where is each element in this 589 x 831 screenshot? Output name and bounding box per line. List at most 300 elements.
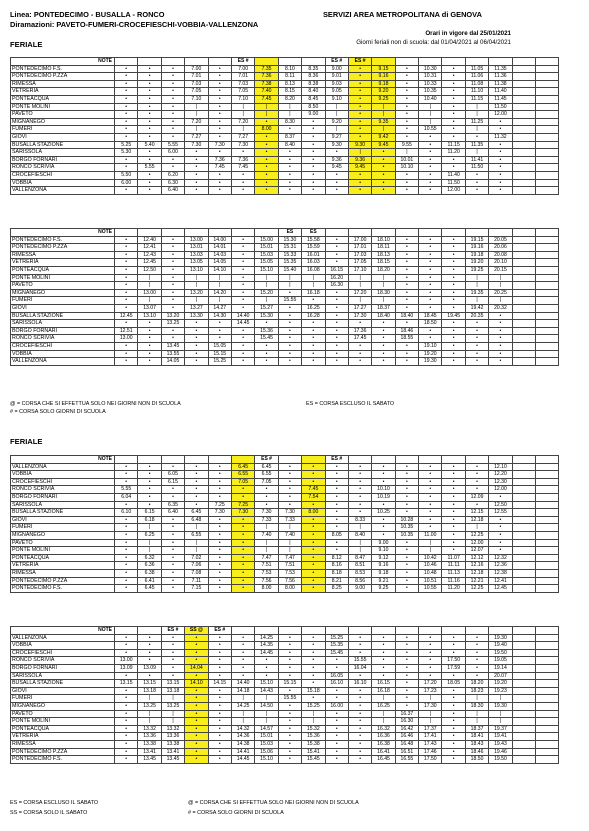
time-cell: 8.50	[302, 103, 325, 111]
time-cell: •	[372, 516, 395, 524]
time-cell: •	[395, 266, 418, 274]
time-cell: •	[208, 80, 231, 88]
time-cell: •	[395, 171, 418, 179]
station-name: VALLENZONA	[11, 634, 115, 642]
time-cell: •	[278, 486, 301, 494]
time-cell: •	[161, 577, 184, 585]
time-cell: 16.45	[372, 756, 395, 764]
time-cell	[536, 73, 559, 81]
time-cell: 7.47	[278, 554, 301, 562]
note-cell	[115, 58, 138, 66]
time-cell: •	[185, 649, 208, 657]
time-cell: •	[348, 342, 371, 350]
time-cell: •	[231, 236, 254, 244]
time-cell: •	[161, 657, 184, 665]
time-cell: 9.10	[325, 95, 348, 103]
time-cell: |	[255, 282, 278, 290]
time-cell: •	[231, 516, 254, 524]
time-cell: 6.55	[255, 471, 278, 479]
time-cell: 11.20	[442, 149, 465, 157]
time-cell: 18.46	[465, 748, 488, 756]
time-cell: •	[185, 725, 208, 733]
time-cell: 15.03	[255, 251, 278, 259]
station-name: RIMESSA	[11, 569, 115, 577]
time-cell: |	[138, 282, 161, 290]
time-cell: •	[138, 342, 161, 350]
time-cell: •	[161, 236, 184, 244]
time-cell: •	[161, 80, 184, 88]
time-cell: •	[348, 95, 371, 103]
time-cell: |	[255, 718, 278, 726]
time-cell: 12.12	[465, 554, 488, 562]
time-cell: •	[442, 672, 465, 680]
time-cell: •	[115, 478, 138, 486]
time-cell	[536, 103, 559, 111]
time-cell: •	[325, 740, 348, 748]
time-cell: 15.55	[278, 695, 301, 703]
table-row	[11, 539, 559, 547]
time-cell: |	[278, 103, 301, 111]
time-cell: •	[465, 342, 488, 350]
legend-es: ES = CORSA ESCLUSO IL SABATO	[10, 800, 99, 806]
time-cell	[512, 695, 535, 703]
time-cell: 6.20	[161, 171, 184, 179]
time-cell: •	[138, 156, 161, 164]
time-cell: 15.36	[302, 733, 325, 741]
time-cell	[536, 577, 559, 585]
time-cell: |	[372, 718, 395, 726]
time-cell: •	[372, 634, 395, 642]
time-cell: 18.05	[442, 680, 465, 688]
time-cell: •	[348, 486, 371, 494]
time-cell: •	[465, 320, 488, 328]
time-cell: •	[138, 80, 161, 88]
time-cell: |	[372, 126, 395, 134]
time-cell: •	[442, 509, 465, 517]
time-cell: •	[419, 289, 442, 297]
time-cell: 19.40	[489, 642, 512, 650]
time-cell: •	[419, 164, 442, 172]
time-cell: 9.01	[325, 73, 348, 81]
time-cell: 14.40	[231, 680, 254, 688]
note-cell	[536, 229, 559, 237]
time-cell: 8.00	[255, 585, 278, 593]
time-cell: •	[325, 718, 348, 726]
time-cell	[536, 733, 559, 741]
time-cell: •	[419, 335, 442, 343]
time-cell: •	[395, 187, 418, 195]
time-cell: •	[348, 118, 371, 126]
time-cell: •	[161, 111, 184, 119]
note-cell	[255, 229, 278, 237]
time-cell: 14.27	[208, 304, 231, 312]
note-cell	[465, 58, 488, 66]
station-name: GIOVI	[11, 133, 115, 141]
time-cell: •	[115, 118, 138, 126]
time-cell: 15.30	[278, 236, 301, 244]
time-cell: •	[208, 577, 231, 585]
time-cell: 13.32	[138, 725, 161, 733]
time-cell	[512, 187, 535, 195]
time-cell: •	[465, 642, 488, 650]
time-cell: •	[115, 642, 138, 650]
time-cell: 12.00	[489, 111, 512, 119]
time-cell: 7.45	[231, 164, 254, 172]
time-cell: •	[138, 672, 161, 680]
note-cell	[512, 627, 535, 635]
time-cell: •	[161, 585, 184, 593]
time-cell: |	[465, 718, 488, 726]
time-cell: •	[255, 118, 278, 126]
time-cell: •	[208, 748, 231, 756]
time-cell: |	[348, 297, 371, 305]
time-cell: •	[302, 569, 325, 577]
time-cell: 13.01	[185, 244, 208, 252]
time-cell: •	[278, 756, 301, 764]
time-cell: •	[442, 493, 465, 501]
time-cell: 11.15	[442, 141, 465, 149]
time-cell: •	[138, 187, 161, 195]
time-cell	[512, 672, 535, 680]
time-cell: 11.08	[465, 80, 488, 88]
time-cell: •	[348, 73, 371, 81]
time-cell: |	[278, 274, 301, 282]
time-cell: 18.55	[395, 335, 418, 343]
time-cell: •	[115, 569, 138, 577]
time-cell: •	[372, 335, 395, 343]
time-cell	[536, 65, 559, 73]
time-cell: 16.36	[372, 733, 395, 741]
time-cell: 16.01	[302, 251, 325, 259]
time-cell	[512, 103, 535, 111]
time-cell	[512, 236, 535, 244]
time-cell: •	[395, 65, 418, 73]
time-cell: 20.32	[489, 304, 512, 312]
time-cell: •	[442, 687, 465, 695]
time-cell: 14.15	[208, 680, 231, 688]
time-cell: •	[395, 649, 418, 657]
time-cell	[536, 251, 559, 259]
time-cell: •	[208, 88, 231, 96]
time-cell: •	[115, 695, 138, 703]
time-cell: •	[138, 358, 161, 366]
time-cell: •	[278, 350, 301, 358]
time-cell: 6.00	[161, 149, 184, 157]
time-cell: 18.46	[395, 327, 418, 335]
time-cell: •	[138, 642, 161, 650]
time-cell: |	[372, 282, 395, 290]
time-cell: |	[138, 710, 161, 718]
time-cell: •	[442, 524, 465, 532]
time-cell: •	[419, 642, 442, 650]
time-cell: 12.45	[489, 585, 512, 593]
time-cell: •	[208, 179, 231, 187]
time-cell: •	[395, 478, 418, 486]
time-cell: •	[255, 164, 278, 172]
time-cell: |	[208, 282, 231, 290]
time-cell: 8.35	[302, 65, 325, 73]
time-cell: 7.40	[255, 531, 278, 539]
notes-label: NOTE	[11, 229, 115, 237]
station-name: VETRERIA	[11, 733, 115, 741]
time-cell: 10.31	[419, 73, 442, 81]
time-cell: 18.40	[395, 312, 418, 320]
time-cell: •	[138, 171, 161, 179]
time-cell: 7.01	[231, 73, 254, 81]
time-cell: •	[161, 672, 184, 680]
time-cell: •	[395, 304, 418, 312]
time-cell: 9.18	[372, 569, 395, 577]
time-cell: •	[348, 88, 371, 96]
table-row	[11, 471, 559, 479]
table-row	[11, 657, 559, 665]
station-name: PONTEDECIMO P.ZZA	[11, 73, 115, 81]
time-cell: •	[278, 320, 301, 328]
note-cell	[138, 229, 161, 237]
time-cell	[536, 335, 559, 343]
note-cell	[208, 58, 231, 66]
time-cell: •	[489, 531, 512, 539]
time-cell: 9.25	[372, 95, 395, 103]
time-cell: •	[208, 642, 231, 650]
time-cell: •	[302, 342, 325, 350]
time-cell: 16.03	[302, 259, 325, 267]
time-cell: 7.30	[231, 509, 254, 517]
time-cell: 17.03	[348, 251, 371, 259]
time-cell	[536, 171, 559, 179]
time-cell: |	[372, 297, 395, 305]
time-cell	[536, 501, 559, 509]
table-row	[11, 259, 559, 267]
time-cell: 8.33	[348, 516, 371, 524]
time-cell: •	[395, 664, 418, 672]
time-cell: 17.10	[348, 266, 371, 274]
time-cell: |	[372, 111, 395, 119]
time-cell: •	[348, 126, 371, 134]
time-cell: •	[348, 471, 371, 479]
time-cell: |	[419, 710, 442, 718]
school-days-note: Giorni feriali non di scuola: dal 01/04/2021 al 06/04/2021	[356, 39, 511, 46]
time-cell: •	[161, 493, 184, 501]
time-cell	[512, 171, 535, 179]
time-cell: 5.25	[115, 141, 138, 149]
time-cell: •	[255, 350, 278, 358]
time-cell: 19.37	[489, 725, 512, 733]
time-cell: •	[419, 463, 442, 471]
time-cell: •	[372, 342, 395, 350]
time-cell: 7.20	[231, 118, 254, 126]
note-cell	[489, 627, 512, 635]
note-cell	[536, 456, 559, 464]
time-cell: •	[442, 133, 465, 141]
time-cell: •	[325, 289, 348, 297]
time-cell: •	[231, 569, 254, 577]
time-cell: 19.20	[489, 680, 512, 688]
time-cell: •	[161, 664, 184, 672]
time-cell: 10.42	[419, 554, 442, 562]
time-cell: 6.45	[138, 585, 161, 593]
note-cell	[465, 229, 488, 237]
time-cell: •	[208, 649, 231, 657]
time-cell: •	[442, 463, 465, 471]
time-cell: 13.18	[138, 687, 161, 695]
time-cell: 17.46	[419, 748, 442, 756]
time-cell: 14.18	[231, 687, 254, 695]
time-cell: 12.10	[489, 463, 512, 471]
time-cell: •	[442, 350, 465, 358]
time-cell: •	[115, 748, 138, 756]
time-cell: •	[115, 740, 138, 748]
time-cell: 9.00	[348, 585, 371, 593]
time-cell	[536, 531, 559, 539]
time-cell: 17.23	[419, 687, 442, 695]
time-cell: 14.45	[255, 649, 278, 657]
time-cell: •	[255, 149, 278, 157]
time-cell: •	[302, 350, 325, 358]
time-cell: •	[115, 649, 138, 657]
time-cell: 9.16	[372, 562, 395, 570]
table-row	[11, 516, 559, 524]
time-cell: 10.25	[372, 509, 395, 517]
station-name: PAVETO	[11, 710, 115, 718]
time-cell: •	[231, 493, 254, 501]
time-cell: •	[115, 259, 138, 267]
time-cell: |	[138, 718, 161, 726]
time-cell: •	[489, 141, 512, 149]
time-cell: 9.27	[325, 133, 348, 141]
time-cell	[536, 509, 559, 517]
time-cell: •	[115, 111, 138, 119]
time-cell: 12.15	[465, 509, 488, 517]
time-cell: 19.30	[419, 358, 442, 366]
legend-at: @ = CORSA CHE SI EFFETTUA SOLO NEI GIORNI NON DI SCUOLA	[10, 401, 181, 407]
time-cell: 15.05	[255, 259, 278, 267]
time-cell: 7.30	[255, 509, 278, 517]
time-cell	[536, 702, 559, 710]
table-row	[11, 585, 559, 593]
time-cell: 19.30	[489, 702, 512, 710]
time-cell: •	[161, 133, 184, 141]
time-cell: |	[302, 274, 325, 282]
time-cell: 14.40	[231, 312, 254, 320]
time-cell	[536, 111, 559, 119]
time-cell: 7.35	[255, 65, 278, 73]
time-cell: 11.15	[465, 95, 488, 103]
time-cell	[536, 297, 559, 305]
time-cell	[536, 740, 559, 748]
time-cell: •	[208, 547, 231, 555]
time-cell: •	[372, 187, 395, 195]
time-cell: •	[138, 149, 161, 157]
time-cell: 7.36	[208, 156, 231, 164]
time-cell: •	[231, 642, 254, 650]
time-cell: •	[465, 657, 488, 665]
time-cell: 16.30	[325, 282, 348, 290]
station-name: RONCO SCRIVIA	[11, 657, 115, 665]
time-cell	[536, 88, 559, 96]
time-cell	[536, 680, 559, 688]
time-cell: 12.41	[138, 244, 161, 252]
time-cell: |	[208, 297, 231, 305]
time-cell	[512, 649, 535, 657]
time-cell: 7.03	[185, 80, 208, 88]
time-cell: 9.20	[325, 118, 348, 126]
time-cell: 11.11	[442, 562, 465, 570]
time-cell: •	[442, 695, 465, 703]
note-cell	[348, 627, 371, 635]
time-cell: •	[208, 569, 231, 577]
station-name: PONTEDECIMO F.S.	[11, 756, 115, 764]
time-cell: 12.00	[442, 187, 465, 195]
time-cell: 8.36	[302, 73, 325, 81]
time-cell: 8.40	[278, 141, 301, 149]
time-cell: •	[115, 756, 138, 764]
time-cell: •	[302, 149, 325, 157]
time-cell: 14.45	[231, 756, 254, 764]
time-cell: •	[372, 471, 395, 479]
time-cell	[512, 471, 535, 479]
time-cell: 7.56	[255, 577, 278, 585]
time-cell: •	[231, 149, 254, 157]
time-cell	[512, 486, 535, 494]
time-cell: •	[115, 342, 138, 350]
note-cell: ES #	[255, 456, 278, 464]
time-cell: •	[395, 657, 418, 665]
time-cell: 12.32	[489, 554, 512, 562]
time-cell: 20.25	[489, 289, 512, 297]
time-cell: •	[302, 118, 325, 126]
time-cell: 15.45	[325, 649, 348, 657]
note-cell	[419, 627, 442, 635]
time-cell: 15.15	[278, 680, 301, 688]
time-cell: 18.23	[465, 687, 488, 695]
time-cell: •	[348, 756, 371, 764]
station-name: PONTE MOLINI	[11, 547, 115, 555]
station-name: CROCEFIESCHI	[11, 171, 115, 179]
time-cell	[512, 304, 535, 312]
time-cell	[536, 642, 559, 650]
time-cell: •	[255, 179, 278, 187]
time-cell: •	[115, 547, 138, 555]
time-cell: •	[372, 531, 395, 539]
time-cell: •	[419, 327, 442, 335]
time-cell: •	[419, 471, 442, 479]
time-cell: •	[372, 649, 395, 657]
time-cell: 13.32	[161, 725, 184, 733]
time-cell: 16.18	[372, 687, 395, 695]
time-cell: •	[325, 501, 348, 509]
table-row	[11, 350, 559, 358]
time-cell: •	[138, 350, 161, 358]
station-name: PONTEACQUA	[11, 725, 115, 733]
time-cell: •	[138, 126, 161, 134]
time-cell: 17.27	[348, 304, 371, 312]
time-cell: •	[302, 547, 325, 555]
time-cell: •	[325, 725, 348, 733]
time-cell: •	[115, 251, 138, 259]
legend-at: @ = CORSA CHE SI EFFETTUA SOLO NEI GIORNI NON DI SCUOLA	[188, 800, 359, 806]
time-cell	[536, 569, 559, 577]
time-cell: •	[302, 501, 325, 509]
time-cell: •	[348, 463, 371, 471]
time-cell	[512, 251, 535, 259]
time-cell: •	[465, 187, 488, 195]
time-cell: •	[395, 282, 418, 290]
station-name: BUSALLA STAZIONE	[11, 509, 115, 517]
time-cell: •	[395, 95, 418, 103]
note-cell	[231, 229, 254, 237]
time-cell: •	[348, 634, 371, 642]
